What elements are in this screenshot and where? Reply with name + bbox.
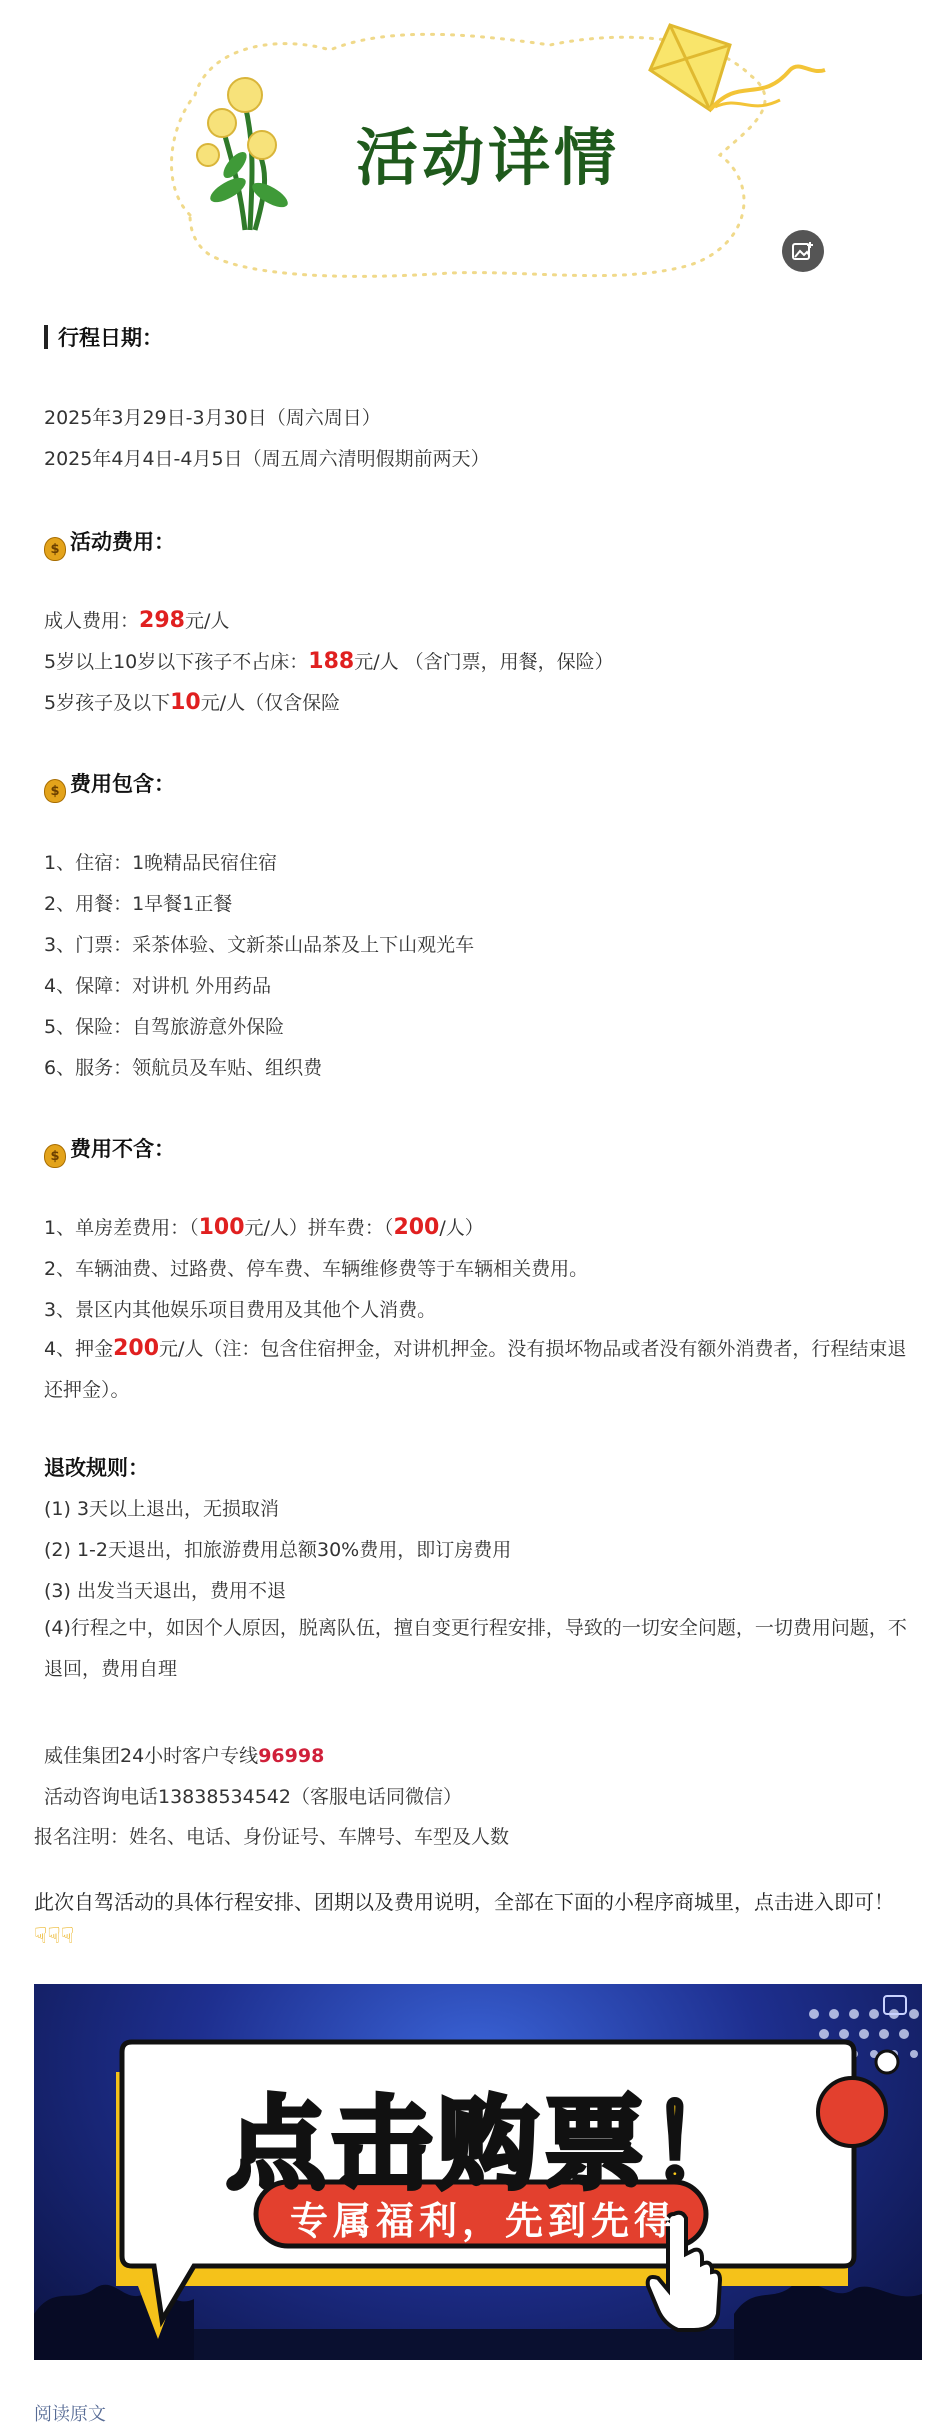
schedule-line: 2025年3月29日-3月30日（周六周日）: [44, 407, 381, 429]
list-item: 2、车辆油费、过路费、停车费、车辆维修费等于车辆相关费用。: [44, 1258, 589, 1280]
refund-rule: (4)行程之中，如因个人原因，脱离队伍，擅自变更行程安排，导致的一切安全问题，一切费用问题，不退回，费用自理: [44, 1617, 907, 1680]
kite-icon: [650, 25, 825, 110]
list-item: 1、单房差费用：（100元/人）拼车费：（200/人）: [44, 1215, 484, 1240]
consult-phone: 活动咨询电话13838534542（客服电话同微信）: [44, 1786, 462, 1808]
image-tool-button[interactable]: [782, 230, 824, 272]
promo-subtitle: 专属福利，先到先得: [290, 2199, 678, 2243]
list-item: 3、景区内其他娱乐项目费用及其他个人消费。: [44, 1299, 437, 1321]
notice-text: 此次自驾活动的具体行程安排、团期以及费用说明，全部在下面的小程序商城里，点击进入即可！: [34, 1890, 894, 1914]
fee-adult: 成人费用：298元/人: [44, 608, 230, 633]
list-item: 6、服务：领航员及车贴、组织费: [44, 1057, 323, 1079]
refund-rule: (2) 1-2天退出，扣旅游费用总额30%费用，即订房费用: [44, 1539, 512, 1561]
image-tool-icon: [792, 241, 814, 261]
list-item: 2、用餐：1早餐1正餐: [44, 893, 233, 915]
list-item: 1、住宿：1晚精品民宿住宿: [44, 852, 278, 874]
heading-bar: [44, 325, 48, 349]
included-heading: $ 费用包含：: [44, 768, 175, 803]
list-item: 4、押金200元/人（注：包含住宿押金，对讲机押金。没有损坏物品或者没有额外消费者，行程结束退还押金）。: [44, 1336, 907, 1401]
refund-rule: (3) 出发当天退出，费用不退: [44, 1580, 286, 1602]
money-bag-icon: $: [44, 779, 66, 803]
schedule-line: 2025年4月4日-4月5日（周五周六清明假期前两天）: [44, 448, 490, 470]
hotline: 威佳集团24小时客户专线96998: [44, 1745, 325, 1767]
pointing-down-icon: ☟☟☟: [34, 1924, 75, 1949]
promo-ticket-image[interactable]: [34, 1984, 922, 2360]
money-bag-icon: $: [44, 537, 66, 561]
money-bag-icon: $: [44, 1144, 66, 1168]
fee-child: 5岁以上10岁以下孩子不占床：188元/人 （含门票，用餐，保险）: [44, 649, 614, 674]
refund-rule: (1) 3天以上退出，无损取消: [44, 1498, 280, 1520]
signup-note: 报名注明：姓名、电话、身份证号、车牌号、车型及人数: [34, 1826, 510, 1848]
flower-icon: [197, 78, 291, 230]
fee-toddler: 5岁孩子及以下10元/人（仅含保险: [44, 690, 341, 715]
promo-title: 点击购票！: [226, 2086, 756, 2203]
fees-heading: $ 活动费用：: [44, 526, 175, 561]
refund-heading: 退改规则：: [44, 1456, 149, 1480]
read-more-link[interactable]: 阅读原文: [34, 2404, 106, 2425]
list-item: 3、门票：采茶体验、文新茶山品茶及上下山观光车: [44, 934, 475, 956]
list-item: 5、保险：自驾旅游意外保险: [44, 1016, 285, 1038]
excluded-heading: $ 费用不含：: [44, 1133, 175, 1168]
banner-title: 活动详情: [356, 121, 621, 194]
list-item: 4、保障：对讲机 外用药品: [44, 975, 272, 997]
schedule-heading: 行程日期：: [44, 322, 163, 352]
